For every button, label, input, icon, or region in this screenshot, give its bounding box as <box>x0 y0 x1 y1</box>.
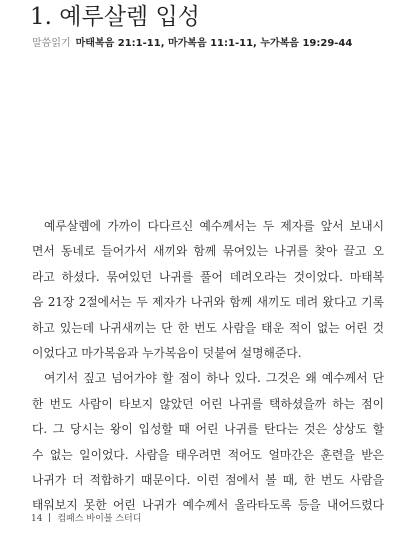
paragraph-line: 하고 있는데 나귀새끼는 단 한 번도 사람을 태운 적이 없는 어린 것 <box>32 320 384 335</box>
paragraph-line: 음 21장 2절에서는 두 제자가 나귀와 함께 새끼도 데려 왔다고 기록 <box>32 295 384 310</box>
page-footer <box>31 513 141 525</box>
paragraph-1 <box>32 214 384 366</box>
scripture-label: 말씀읽기 <box>32 38 71 49</box>
footer-divider <box>49 513 50 522</box>
paragraph-line: 예루살렘에 가까이 다다르신 예수께서는 두 제자를 앞서 보내시 <box>44 219 384 233</box>
body-text <box>32 214 384 519</box>
paragraph-2 <box>32 366 384 518</box>
page-number: 14 <box>31 514 43 524</box>
chapter-title: 1. 예루살렘 입성 <box>30 4 200 30</box>
scripture-references: 마태복음 21:1-11, 마가복음 11:1-11, 누가복음 19:29-44 <box>75 38 353 49</box>
book-title: 컴패스 바이블 스터디 <box>57 514 142 524</box>
scripture-reading <box>32 37 352 51</box>
paragraph-line: 수 없는 일이었다. 사람을 태우려면 적어도 얼마간은 훈련을 받은 <box>32 447 384 462</box>
paragraph-line: 여기서 짚고 넘어가야 할 점이 하나 있다. 그것은 왜 예수께서 단 <box>44 371 384 386</box>
paragraph-line: 이었다고 마가복음과 누가복음이 덧붙여 설명해준다. <box>32 346 302 361</box>
paragraph-line: 면서 동네로 들어가서 새끼와 함께 묶여있는 나귀를 찾아 끌고 오 <box>32 244 384 259</box>
paragraph-line: 한 번도 사람이 타보지 않았던 어린 나귀를 택하셨을까 하는 점이 <box>32 396 384 411</box>
paragraph-line: 다. 그 당시는 왕이 입성할 때 어린 나귀를 탄다는 것은 상상도 할 <box>32 422 384 437</box>
paragraph-line: 태워보지 못한 어린 나귀가 예수께서 올라타도록 등을 내어드렸다 <box>32 498 384 513</box>
paragraph-line: 라고 하셨다. 묶여있던 나귀를 풀어 데려오라는 것이었다. 마태복 <box>32 269 384 284</box>
paragraph-line: 나귀가 더 적합하기 때문이다. 이런 점에서 볼 때, 한 번도 사람을 <box>32 473 384 488</box>
